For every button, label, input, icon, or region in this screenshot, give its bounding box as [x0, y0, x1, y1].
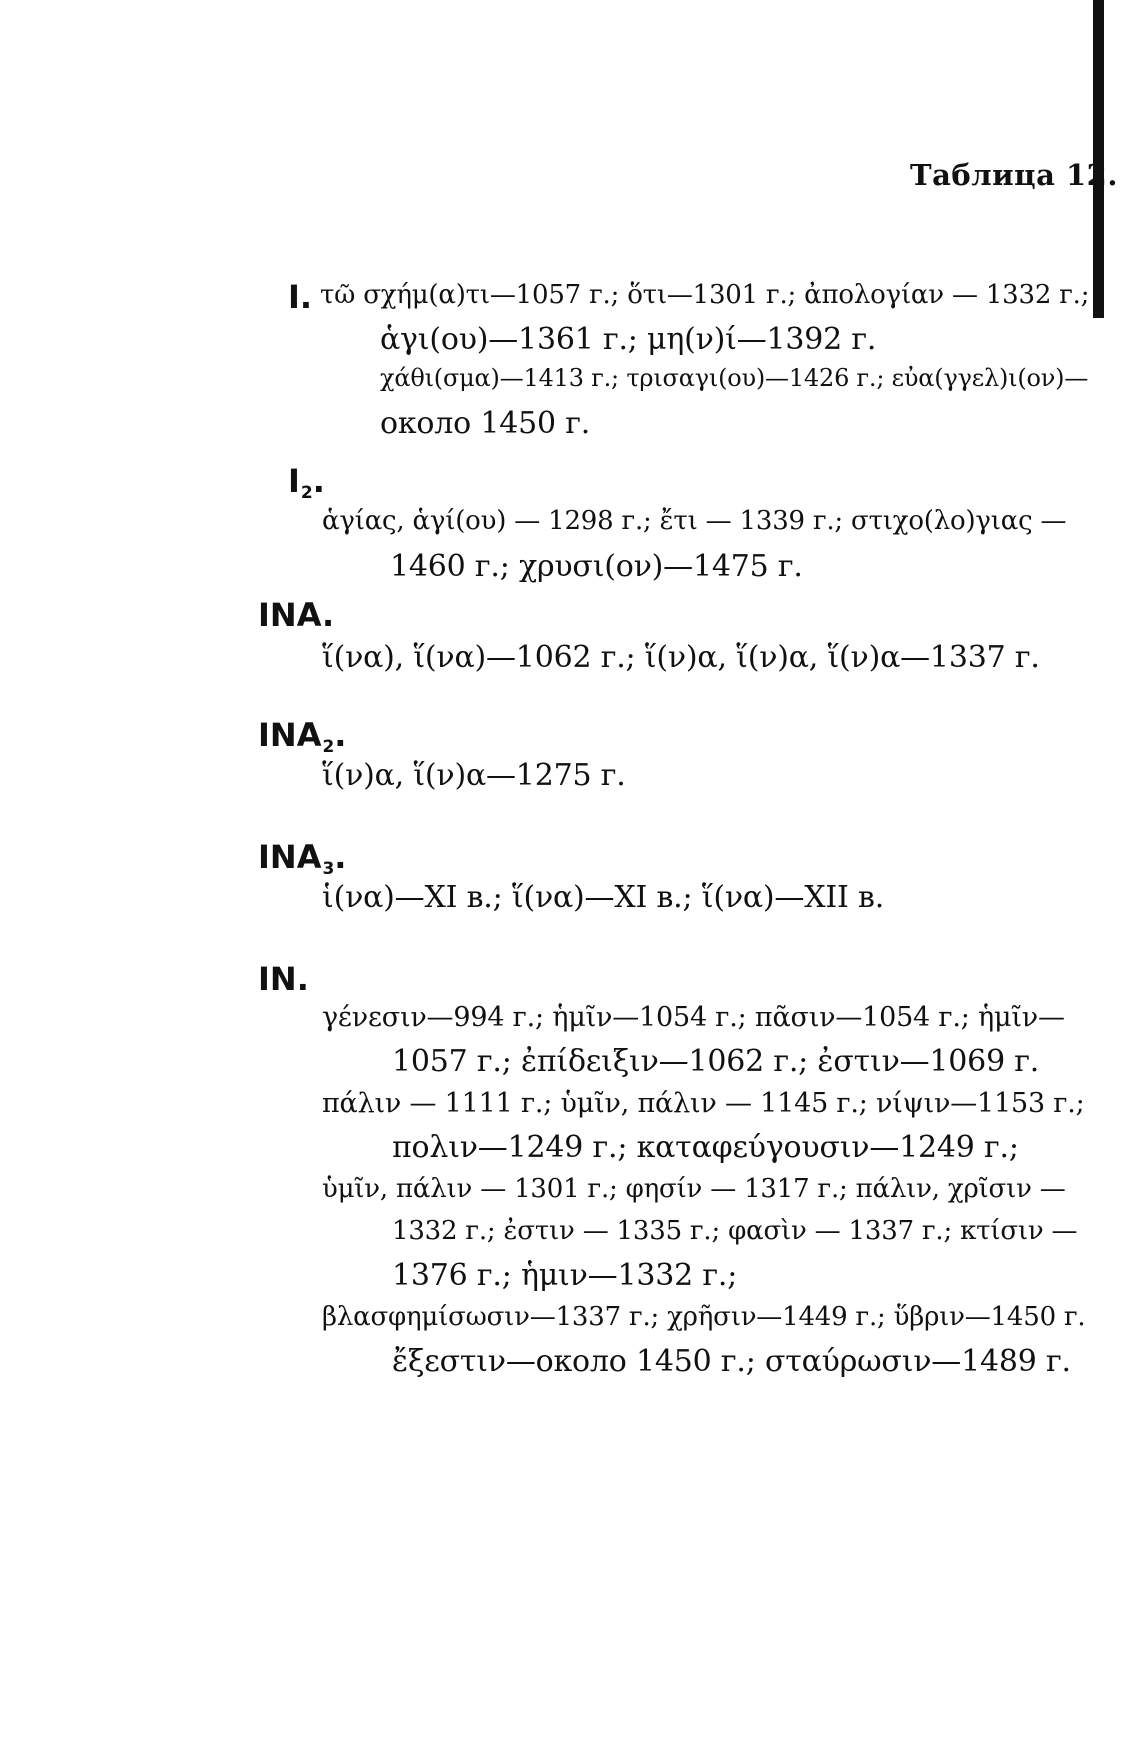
section-i-line-1: τῶ σχήμ(α)τι—1057 г.; ὅτι—1301 г.; ἀπολογίαν — 1332 г.; — [320, 280, 1090, 310]
section-in-line-2: 1057 г.; ἐπίδειξιν—1062 г.; ἐστιν—1069 г. — [392, 1044, 1040, 1079]
section-label-i2: $I_2$. — [288, 462, 325, 503]
section-in-line-3: πάλιν — 1111 г.; ὑμῖν, πάλιν — 1145 г.; νίψιν—1153 г.; — [322, 1088, 1085, 1119]
section-in-line-8: βλασφημίσωσιν—1337 г.; χρῆσιν—1449 г.; ὕβριν—1450 г. — [322, 1302, 1086, 1332]
section-label-ina: INA. — [258, 596, 335, 634]
section-ina-line-1: ἵ(να), ἵ(να)—1062 г.; ἵ(ν)α, ἵ(ν)α, ἵ(ν)α—1337 г. — [322, 640, 1040, 675]
page-title: Таблица 12. — [910, 158, 1118, 192]
section-label-in: IN. — [258, 960, 309, 998]
section-label-ina3: $INA_3$. — [258, 838, 347, 879]
section-i-line-2: ἁγι(ου)—1361 г.; μη(ν)ί—1392 г. — [380, 322, 877, 357]
section-i2-line-2: 1460 г.; χρυσι(ον)—1475 г. — [390, 549, 803, 584]
section-in-line-1: γένεσιν—994 г.; ἡμῖν—1054 г.; πᾶσιν—1054 г.; ἡμῖν— — [322, 1002, 1065, 1033]
section-in-line-7: 1376 г.; ἡμιν—1332 г.; — [392, 1258, 738, 1293]
section-ina3-line-1: ἱ(να)—XI в.; ἵ(να)—XI в.; ἵ(να)—XII в. — [322, 880, 885, 915]
section-label-i: I. — [288, 278, 313, 316]
section-label-ina2: $INA_2$. — [258, 716, 347, 757]
section-i-line-4: около 1450 г. — [380, 406, 591, 441]
section-i2-line-1: ἁγίας, ἁγί(ου) — 1298 г.; ἔτι — 1339 г.; στιχο(λο)γιας — — [322, 506, 1067, 536]
section-in-line-4: πολιν—1249 г.; καταφεύγουσιν—1249 г.; — [392, 1130, 1019, 1165]
section-in-line-6: 1332 г.; ἐστιν — 1335 г.; φασὶν — 1337 г.; κτίσιν — — [392, 1216, 1078, 1246]
section-ina2-line-1: ἵ(ν)α, ἵ(ν)α—1275 г. — [322, 758, 626, 793]
section-in-line-9: ἔξεστιν—около 1450 г.; σταύρωσιν—1489 г. — [392, 1344, 1071, 1379]
section-in-line-5: ὑμῖν, πάλιν — 1301 г.; φησίν — 1317 г.; πάλιν, χρῖσιν — — [322, 1174, 1066, 1204]
section-i-line-3: χάθι(σμα)—1413 г.; τρισαγι(ου)—1426 г.; εὐα(γγελ)ι(ον)— — [380, 364, 1089, 392]
